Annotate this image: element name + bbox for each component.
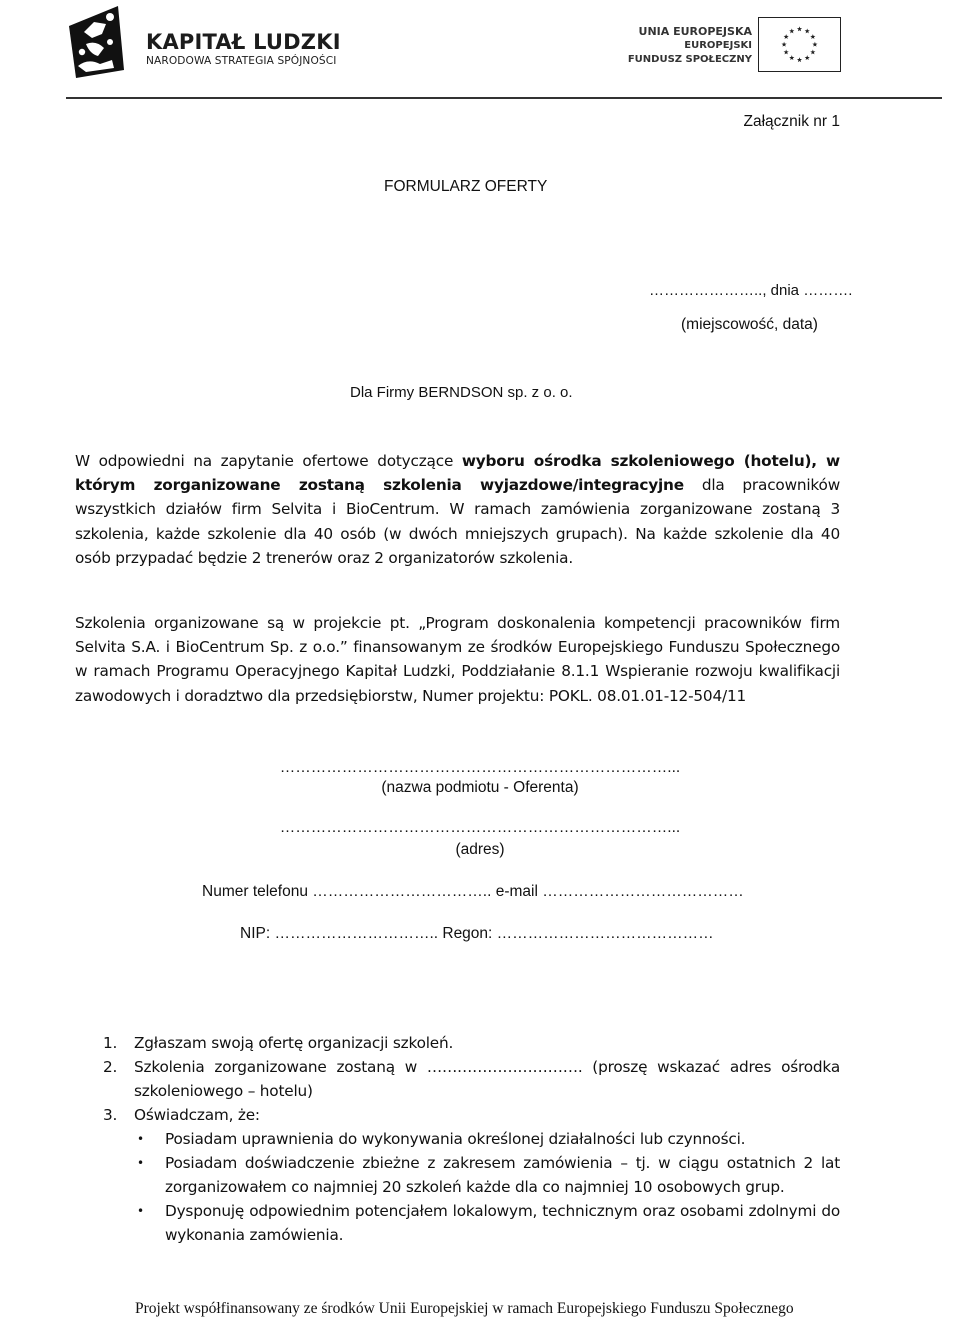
- eu-label-line3: FUNDUSZ SPOŁECZNY: [627, 54, 752, 65]
- offeror-name-dots: …………………………………………………………………...: [279, 759, 681, 776]
- list-item-number: 1.: [103, 1034, 118, 1052]
- form-title: FORMULARZ OFERTY: [384, 178, 548, 195]
- address-caption: (adres): [455, 841, 505, 858]
- bullet-text: Posiadam uprawnienia do wykonywania określonej działalności lub czynności.: [165, 1130, 746, 1148]
- eu-star-icon: [805, 55, 810, 60]
- phone-email-line: Numer telefonu …………………………….. e-mail …………………………………: [202, 883, 744, 900]
- list-item-text: Szkolenia zorganizowane zostaną w …………………………. (proszę wskazać adres ośrodka szkoleniowego – hotelu): [134, 1058, 840, 1101]
- list-item-number: 3.: [103, 1106, 118, 1124]
- eu-star-icon: [797, 26, 802, 31]
- footer-note: Projekt współfinansowany ze środków Unii Europejskiej w ramach Europejskiego Funduszu Społecznego: [135, 1300, 794, 1317]
- eu-label-line1: UNIA EUROPEJSKA: [638, 25, 752, 38]
- eu-star-icon: [789, 28, 794, 33]
- intro-text-a: W odpowiedni na zapytanie ofertowe dotyczące: [75, 452, 462, 470]
- bullet-icon: •: [137, 1132, 144, 1146]
- eu-star-icon: [810, 34, 815, 39]
- kapital-ludzki-title: KAPITAŁ LUDZKI: [146, 30, 341, 54]
- eu-star-icon: [784, 50, 789, 55]
- eu-label: [628, 25, 752, 67]
- header-divider: [66, 97, 942, 99]
- date-caption: (miejscowość, data): [681, 316, 818, 333]
- address-dots: …………………………………………………………………...: [279, 819, 681, 836]
- bullet-text: Dysponuję odpowiednim potencjałem lokalowym, technicznym oraz osobami zdolnymi do wykonania zamówienia.: [165, 1202, 840, 1245]
- attachment-label: Załącznik nr 1: [743, 113, 840, 130]
- list-item-text: Oświadczam, że:: [134, 1106, 260, 1124]
- intro-text-c: dla pracowników wszystkich działów firm Selvita i BioCentrum. W ramach zamówienia zorganizowane zostaną 3 szkolenia, każde szkolenie dla 40 osób (w dwóch mniejszych grupach). Na każde szkolenie dla 40 osób przypadać będzie 2 trenerów oraz 2 organizatorów szkolenia.: [75, 476, 841, 567]
- intro-paragraph: [75, 449, 840, 570]
- list-item-number: 2.: [103, 1058, 118, 1076]
- recipient: Dla Firmy BERNDSON sp. z o. o.: [350, 384, 573, 401]
- eu-star-icon: [810, 50, 815, 55]
- project-paragraph: Szkolenia organizowane są w projekcie pt. „Program doskonalenia kompetencji pracowników firm Selvita S.A. i BioCentrum Sp. z o.o.” finansowanym ze środków Europejskiego Funduszu Społecznego w ramach Programu Operacyjnego Kapitał Ludzki, Poddziałanie 8.1.1 Wspieranie rozwoju kwalifikacji zawodowych i doradztwo dla przedsiębiorstw, Numer projektu: POKL. 08.01.01-12-504/11: [75, 614, 840, 705]
- nip-regon-line: NIP: ………………………….. Regon: ……………………………………: [240, 925, 714, 942]
- eu-star-icon: [789, 55, 794, 60]
- kapital-ludzki-subtitle: NARODOWA STRATEGIA SPÓJNOŚCI: [146, 55, 337, 67]
- offeror-name-caption: (nazwa podmiotu - Oferenta): [381, 779, 579, 796]
- bullet-icon: •: [137, 1156, 144, 1170]
- list-item-text: Zgłaszam swoją ofertę organizacji szkoleń.: [134, 1034, 454, 1052]
- date-line: ………………….., dnia ……….: [649, 282, 853, 299]
- eu-star-icon: [805, 28, 810, 33]
- eu-star-icon: [784, 34, 789, 39]
- bullet-icon: •: [137, 1204, 144, 1218]
- eu-star-icon: [782, 42, 787, 47]
- intro-bold-text: wyboru ośrodka szkoleniowego (hotelu), w którym zorganizowane zostaną szkolenia wyjazdowe/integracyjne: [75, 452, 840, 495]
- bullet-text: Posiadam doświadczenie zbieżne z zakresem zamówienia – tj. w ciągu ostatnich 2 lat zorganizowałem co najmniej 20 szkoleń każde dla co najmniej 10 osobowych grup.: [165, 1154, 840, 1197]
- eu-star-icon: [812, 42, 817, 47]
- eu-label-line2: EUROPEJSKI: [684, 40, 752, 51]
- eu-star-icon: [797, 57, 802, 62]
- eu-flag-icon: [758, 17, 841, 72]
- kapital-ludzki-logo: [66, 4, 128, 80]
